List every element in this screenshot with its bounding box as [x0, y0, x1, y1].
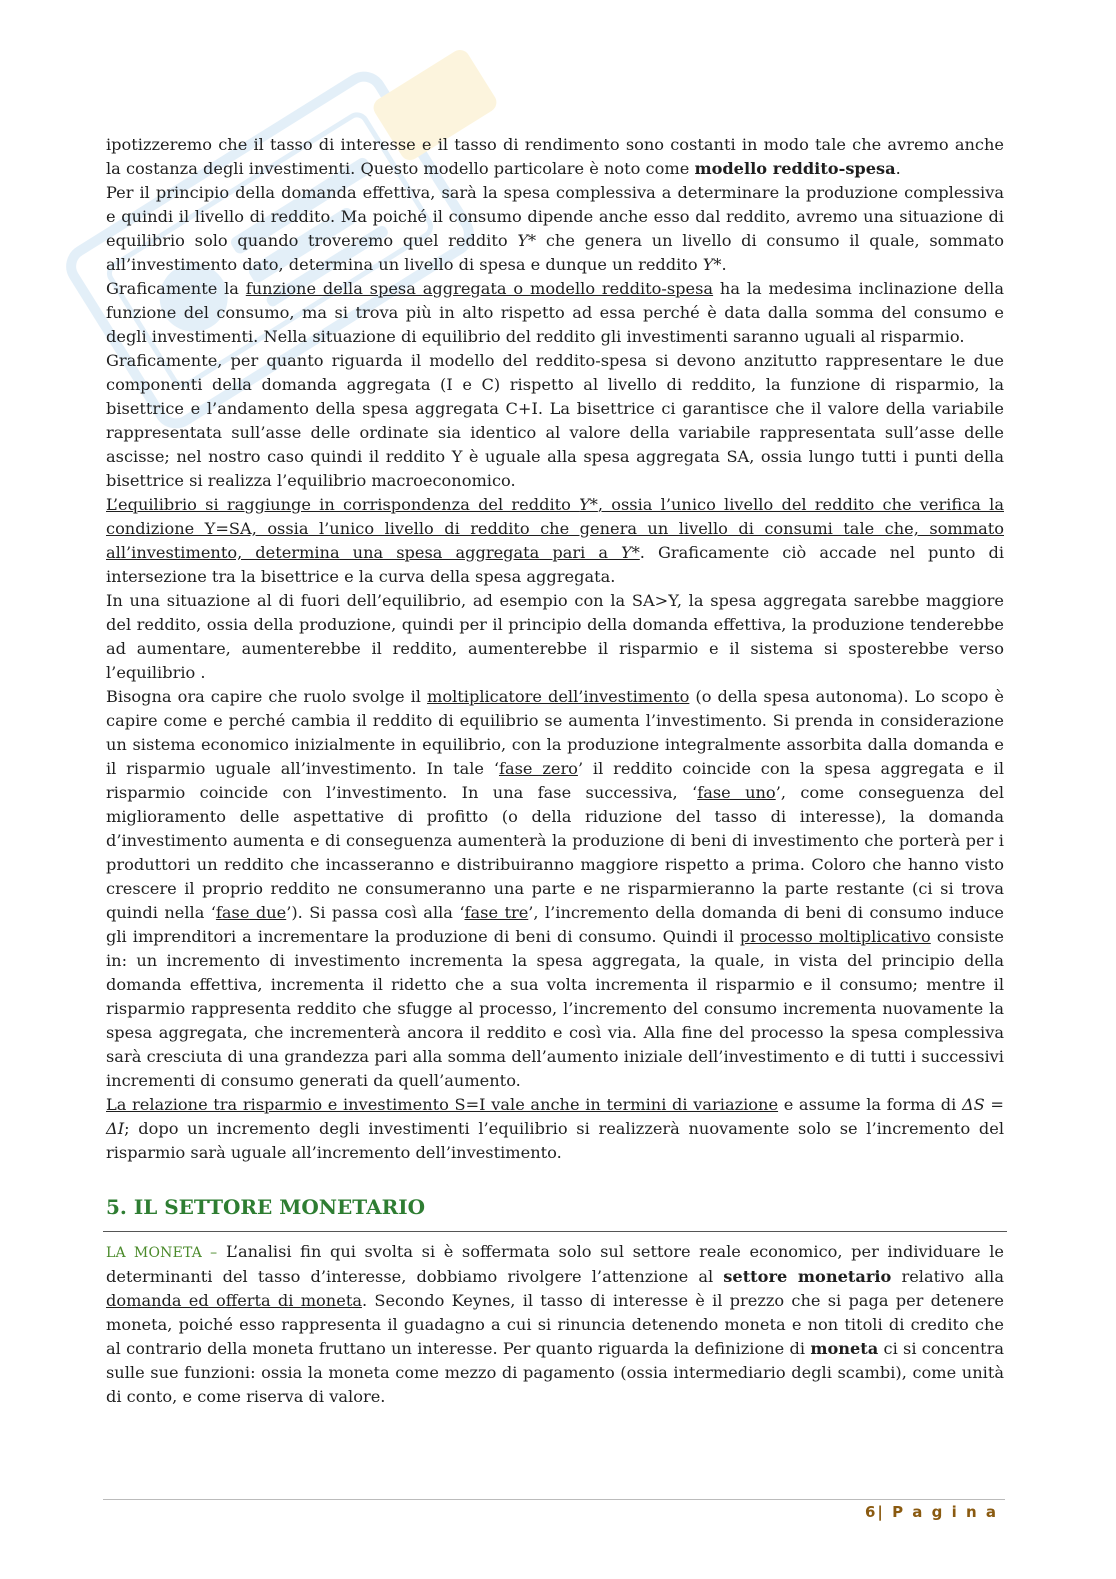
text-run: In una situazione al di fuori dell’equilibrio, ad esempio con la SA>Y, la spesa aggregata sarebbe maggiore del reddito, ossia della produzione, quindi per il principio della domanda effettiva, la produzione tenderebbe ad aumentare, aumenterebbe il reddito, aumenterebbe il risparmio e il sistema si sposterebbe verso l’equilibrio .: [106, 591, 1004, 682]
text-run: Bisogna ora capire che ruolo svolge il: [106, 687, 428, 706]
underlined-text: La relazione tra risparmio e investimento S=I vale anche in termini di variazione: [106, 1095, 779, 1114]
text-run: ipotizzeremo che il tasso di interesse e il tasso di rendimento sono costanti in modo tale che avremo anche la costanza degli investimenti. Questo modello particolare è noto come: [106, 135, 1004, 178]
page-number: 6: [864, 1503, 878, 1521]
paragraph: [106, 1093, 1004, 1165]
page-content: [106, 133, 1004, 1409]
math-symbol: Y*: [517, 231, 537, 250]
section-title: 5. IL SETTORE MONETARIO: [106, 1195, 426, 1219]
underlined-text: fase zero: [498, 759, 578, 778]
underlined-text: fase due: [215, 903, 287, 922]
text-run: relativo alla: [891, 1267, 1004, 1286]
paragraph: [106, 685, 1004, 1093]
footer-divider: [103, 1499, 1005, 1500]
bold-text: modello reddito-spesa: [694, 159, 896, 178]
page-footer: [865, 1503, 998, 1521]
body-text: [106, 133, 1004, 1165]
underlined-text: fase tre: [464, 903, 529, 922]
bold-text: moneta: [810, 1339, 879, 1358]
text-run: (o della spesa autonoma). Lo scopo è capire come e perché cambia il reddito di equilibrio se aumenta l’investimento. Si prenda in considerazione un sistema economico inizialmente in equilibrio, con la produzione integralmente assorbita dalla domanda e il risparmio uguale all’investimento. In tale ‘: [106, 687, 1004, 778]
paragraph: [106, 277, 1004, 349]
bold-text: settore monetario: [723, 1267, 892, 1286]
text-run: ’, l’incremento della domanda di beni di consumo induce gli imprenditori a incrementare la produzione di beni di consumo. Quindi il: [106, 903, 1004, 946]
text-run: ; dopo un incremento degli investimenti l’equilibrio si realizzerà nuovamente solo se l’incremento del risparmio sarà uguale all’incremento dell’investimento.: [106, 1119, 1004, 1162]
text-run: consiste in: un incremento di investimento incrementa la spesa aggregata, la quale, in vista del principio della domanda effettiva, incrementa il ridetto che a sua volta incrementa il risparmio e il consumo; mentre il risparmio rappresenta reddito che sfugge al processo, l’incremento del consumo incrementa nuovamente la spesa aggregata, che incrementerà ancora il reddito e così via. Alla fine del processo la spesa complessiva sarà cresciuta di una grandezza pari alla somma dell’aumento iniziale dell’investimento e di tutti i successivi incrementi di consumo generati da quell’aumento.: [106, 927, 1004, 1090]
text-run: che genera un livello di consumo il quale, sommato all’investimento dato, determina un livello di spesa e dunque un reddito: [106, 231, 1005, 274]
paragraph: [106, 133, 1004, 181]
text-run: ’, come conseguenza del miglioramento delle aspettative di profitto (o della riduzione del tasso di interesse), la domanda d’investimento aumenta e di conseguenza aumenterà la produzione di beni di investimento che porterà per i produttori un reddito che incasseranno e distribuiranno maggiore rispetto a prima. Coloro che hanno visto crescere il proprio reddito ne consumeranno una parte e ne risparmieranno la parte restante (ci si trova quindi nella ‘: [106, 783, 1004, 922]
text-run: ’). Si passa così alla ‘: [286, 903, 465, 922]
underlined-text: domanda ed offerta di moneta: [106, 1291, 362, 1310]
section-paragraph: [106, 1240, 1004, 1409]
math-symbol: Y*: [579, 495, 598, 514]
paragraph: [106, 589, 1004, 685]
text-run: L’analisi fin qui svolta si è soffermata solo sul settore reale economico, per individuare le determinanti del tasso d’interesse, dobbiamo rivolgere l’attenzione al: [106, 1242, 1004, 1286]
paragraph: [106, 349, 1004, 493]
paragraph: [106, 493, 1004, 589]
underlined-text: moltiplicatore dell’investimento: [427, 687, 690, 706]
text-run: Graficamente, per quanto riguarda il modello del reddito-spesa si devono anzitutto rappresentare le due componenti della domanda aggregata (I e C) rispetto al livello di reddito, la funzione di risparmio, la bisettrice e l’andamento della spesa aggregata C+I. La bisettrice ci garantisce che il valore della variabile rappresentata sull’asse delle ordinate sia identico al valore della variabile rappresentata sull’asse delle ascisse; nel nostro caso quindi il reddito Y è uguale alla spesa aggregata SA, ossia lungo tutti i punti della bisettrice si realizza l’equilibrio macroeconomico.: [106, 351, 1004, 490]
text-run: . Graficamente ciò accade nel punto di intersezione tra la bisettrice e la curva della spesa aggregata.: [106, 543, 1004, 586]
text-run: . Secondo Keynes, il tasso di interesse è il prezzo che si paga per detenere moneta, poiché esso rappresenta il guadagno a cui si rinuncia detenendo moneta e non titoli di credito che al contrario della moneta fruttano un interesse. Per quanto riguarda la definizione di: [106, 1291, 1004, 1358]
section-divider: [103, 1231, 1007, 1232]
section-lead: LA MONETA –: [106, 1245, 218, 1261]
section-body: [106, 1242, 1004, 1406]
text-run: ci si concentra sulle sue funzioni: ossia la moneta come mezzo di pagamento (ossia intermediario degli scambi), come unità di conto, e come riserva di valore.: [106, 1339, 1005, 1406]
underlined-text: L’equilibrio si raggiunge in corrispondenza del reddito: [106, 495, 580, 514]
underlined-text: fase uno: [697, 783, 776, 802]
text-run: .: [895, 159, 901, 178]
text-run: ha la medesima inclinazione della funzione del consumo, ma si trova più in alto rispetto ad essa perché è data dalla somma del consumo e degli investimenti. Nella situazione di equilibrio del reddito gli investimenti saranno uguali al risparmio.: [106, 279, 1004, 346]
text-run: .: [721, 255, 727, 274]
text-run: ’ il reddito coincide con la spesa aggregata e il risparmio coincide con l’investimento. In una fase successiva, ‘: [106, 759, 1004, 802]
math-symbol: Y*: [702, 255, 722, 274]
text-run: Per il principio della domanda effettiva, sarà la spesa complessiva a determinare la produzione complessiva e quindi il livello di reddito. Ma poiché il consumo dipende anche esso dal reddito, avremo una situazione di equilibrio solo quando troveremo quel reddito: [106, 183, 1004, 250]
paragraph: [106, 181, 1004, 277]
page-label: P a g i n a: [892, 1503, 998, 1521]
underlined-text: processo moltiplicativo: [739, 927, 931, 946]
underlined-text: funzione della spesa aggregata o modello reddito-spesa: [245, 279, 714, 298]
underlined-text: , ossia l’unico livello del reddito che verifica la condizione Y=SA, ossia l’unico livello di reddito che genera un livello di consumi tale che, sommato all’investimento, determina una spesa aggregata pari a: [106, 495, 1004, 562]
text-run: Graficamente la: [106, 279, 246, 298]
text-run: e assume la forma di: [778, 1095, 962, 1114]
footer-separator: |: [877, 1503, 885, 1521]
math-symbol: ΔS = ΔI: [106, 1095, 1004, 1138]
math-symbol: Y*: [621, 543, 640, 562]
